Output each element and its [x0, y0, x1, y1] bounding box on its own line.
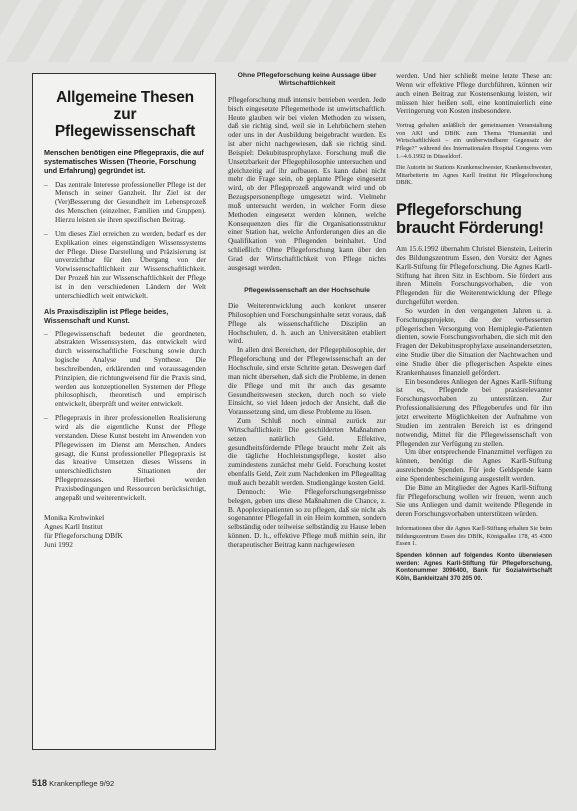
- footnote: Vortrag gehalten anläßlich der gemeinsamen Veranstaltung von AKI und DBfK zum Thema "Humanität und Wirtschaftlichkeit – ein unüberwindbarer Gegensatz der Pflege?" während des Internationalen Hospital Congress vom 1.–4.6.1992 in Düsseldorf.: [396, 122, 552, 160]
- signature-line: für Pflegeforschung DBfK: [44, 530, 123, 540]
- box-item: – Pflegepraxis in ihrer professionellen Realisierung wird als die eigentliche Kunst der Pflege verstanden. Diese Kunst besteht im Anwenden von Pflegewissen im Dienst am Menschen. Anders gesagt, die Kunst professioneller Pflegepraxis ist das kreative Umsetzen dieses Wissens in unterschiedlichsten Situationen der Pflegeprozesses. Hierbei werden Praxisbedingungen und Ressourcen berücksichtigt, angepaßt und weiterentwickelt.: [44, 414, 206, 502]
- box-item: – Pflegewissenschaft bedeutet die geordneten, abstrakten Wissenssystem, das entwickelt wird durch wissenschaftliche Forschung sowie durch logische Analyse und Synthese. Die beschreibenden, erklärenden und voraussagenden Prinzipien, die richtungweisend für die Praxis sind, werden aus konzeptionellen Systemen der Pflege philosophisch, theoretisch und empirisch entwickelt, überprüft und weiter entwickelt.: [44, 330, 206, 410]
- journal-name: Krankenpflege 9/92: [49, 779, 115, 788]
- box-item: – Das zentrale Interesse professioneller Pflege ist der Mensch in seiner Ganzheit. Ihr Ziel ist der (Ver)Besserung der Gesundheit im Lebensprozeß des Menschen (einzelner, Familien und Gruppen). Hierzu leisten sie ihren spezifischen Beitrag.: [44, 181, 206, 225]
- box-title: Allgemeine Thesen zur Pflegewissenschaft: [54, 89, 196, 140]
- paragraph: werden. Und hier schließt meine letzte These an: Wenn wir effektive Pflege durchführen, können wir auch einen Beitrag zur Kostensenkung leisten, wir müssen hier heißen soll, eine kontinuierlich eine Verringerung von Kosten insbesondere.: [396, 71, 552, 116]
- page-footer: [32, 778, 114, 788]
- box-item: – Um dieses Ziel erreichen zu werden, bedarf es der Explikation eines eigenständigen Wissenssystems der Pflege. Diese Darstellung und Präzisierung ist unverzichtbar für den Übergang von der Vorwissenschaftlichkeit zur Wissenschaftlichkeit. Der Prozeß hin zur Wissenschaftlichkeit der Pflege ist in den verschiedenen Ländern der Welt unterschiedlich weit entwickelt.: [44, 230, 206, 301]
- signature-line: Juni 1992: [44, 539, 73, 549]
- box-subhead: Als Praxisdisziplin ist Pflege beides, Wissenschaft und Kunst.: [44, 306, 169, 325]
- paragraph: Die Weiterentwicklung auch konkret unserer Philosophien und Forschungsinhalte setzt voraus, daß Pflege als wissenschaftliche Disziplin an Hochschulen, d. h. auch an Universitäten etabliert wird.: [228, 301, 386, 346]
- middle-column: [228, 72, 386, 550]
- paragraph: Die Bitte an Mitglieder der Agnes Karll-Stiftung für Pflegeforschung wollen wir freuen, wenn auch Sie uns Anliegen und damit weitende Pflegende in deren Forschungsvorhaben unterstützen würden.: [396, 482, 552, 519]
- paragraph: So wurden in den vergangenen Jahren u. a. Forschungsprojekte, die der verbesserten pflegerischen Versorgung von Hemiplegie-Patienten dienten, sowie Forschungsvorhaben, die sich mit den Fragen der Dekubitusprophylaxe auseinandersetzten, eine Studie über die Situation der Nachtwachen und eine Studie über die pflegerischen Aspekte eines Krankenhauses finanziell gefördert.: [396, 305, 552, 377]
- theses-box: [32, 73, 216, 750]
- signature-line: Agnes Karll Institut: [44, 521, 103, 531]
- paragraph: Um über entsprechende Finanzmittel verfügen zu können, benötigt die Agnes Karll-Stiftung ausreichende Spenden. Für jede Geldspende kann eine Spendenbescheinigung ausgestellt werden.: [396, 447, 552, 483]
- section-heading: Pflegewissenschaft an der Hochschule: [244, 286, 370, 294]
- paragraph: Am 15.6.1992 übernahm Christel Bienstein, Leiterin des Bildungszentrum Essen, den Vorsitz der Agnes Karll-Stiftung für Pflegeforschung. Die Agnes Karll-Stiftung hat ihren Sitz in Eschborn. Sie fördert aus ihren Mitteln Forschungsvorhaben, die von Pflegenden für die Weiterentwicklung der Pflege durchgeführt werden.: [396, 243, 552, 307]
- signature-line: Monika Krohwinkel: [44, 512, 105, 522]
- paragraph: Zum Schluß noch einmal zurück zur Wirtschaftlichkeit: Die geschilderten Maßnahmen setzen natürlich Geld. Effektive, gesundheitsfördernde Pflege braucht mehr Zeit als die tägliche Hochleistungspflege, kostet also zumindestens zunächst mehr Geld. Forschung kostet ebenfalls Geld, Zeit zum Nachdenken im Pflegealltag muß auch bezahlt werden. Studiengänge kosten Geld.: [228, 416, 386, 487]
- paragraph: Dennoch: Wie Pflegeforschungsergebnisse belegen, geben uns diese Maßnahmen die Chance, z. B. Apoplexiepatienten so zu pflegen, daß sie nicht als sogenannter Pflegefall in ein Heim kommen, sondern selbständig oder teilweise selbständig zu Hause leben können. D. h., effektive Pflege muß mithin sein, ihr therapeutischer Beitrag kann nachgewiesen: [228, 486, 386, 549]
- paragraph: Pflegeforschung muß intensiv betrieben werden. Jede bisch eingesetzte Pflegemethode ist unwirtschaftlich. Heute glauben wir bei vielen Methoden zu wissen, daß sie richtig sind, weil sie in Lehrbüchern stehen oder uns in der Ausbildung beigebracht wurden. Es ist aber nicht nachgewiesen, daß sie richtig sind. Beispiel: Dekubitusprophylaxe. Forschung muß die Unsetzbarkeit der Pflegephilosophie untersuchen und gleichzeitig auf ihr aufbauen. Es kann dabei nicht mehr die Frage sein, ob geplante Pflege eingesetzt wird, ob der Pflegeprozeß angewandt wird und ob Bezugspersonenpflege umgesetzt wird. Vielmehr muß untersucht werden, in welcher Form diese Methoden eingesetzt werden können, welche Konsequenzen dies für die Organisationsstruktur einer Station hat, welche Anforderungen dies an die Qualifikation von Pflegenden beinhaltet. Und schließlich: Ohne Pflegeforschung kann über den Grad der Wirtschaftlichkeit von Pflege nichts ausgesagt werden.: [228, 94, 386, 272]
- paragraph: In allen drei Bereichen, der Pflegephilosophie, der Pflegeforschung und der Pflegewissenschaft an der Hochschule, sind erste Schritte getan. Deswegen darf man nicht übersehen, daß sich die Probleme, in denen die Pflege und mit ihr auch das gesamte Gesundheitswesen stecken, durch noch so viele Einsicht, so viel Ideen jedoch der Ansicht, daß die Voraussetzung sind, um diese Probleme zu lösen.: [228, 345, 386, 417]
- header-stripes: [0, 0, 577, 62]
- donation-note: Spenden können auf folgendes Konto überwiesen werden: Agnes Karll-Stiftung für Pflegeforschung, Kontonummer 3096400, Bank für Sozialwirtschaft Köln, Bankleitzahl 370 205 00.: [396, 551, 552, 582]
- footnote: Die Autorin ist Stations Krankenschwester, Krankenschwester, Mitarbeiterin im Agnes Karll Institut für Pflegeforschung DBfK.: [396, 164, 552, 187]
- page-number: 518: [32, 778, 48, 788]
- box-signature: [44, 513, 206, 549]
- right-column: [396, 72, 552, 582]
- paragraph: Ein besonderes Anliegen der Agnes Karll-Stiftung ist es, Pflegende bei praxisrelevanter Forschungsvorhaben zu unterstützen. Zur Professionalisierung des Pflegeberufes und für ihn jetzt erweiterte Möglichkeiten der Aufnahme von Studien im zentralen Bereich ist es dringend notwendig, Mittel für die Pflegewissenschaft von Pflegenden zur Verfügung zu stellen.: [396, 376, 552, 448]
- article-title: Pflegeforschung braucht Förderung!: [396, 200, 544, 237]
- section-heading: Ohne Pflegeforschung keine Aussage über Wirtschaftlichkeit: [237, 72, 377, 88]
- box-lead: Menschen benötigen eine Pflegepraxis, die auf systematisches Wissen (Theorie, Forschung und Erfahrung) gegründet ist.: [44, 148, 204, 176]
- footnote: Informationen über die Agnes Karll-Stiftung erhalten Sie beim Bildungszentrum Essen des DBfK, Königsallee 178, 45 4300 Essen 1.: [396, 525, 552, 548]
